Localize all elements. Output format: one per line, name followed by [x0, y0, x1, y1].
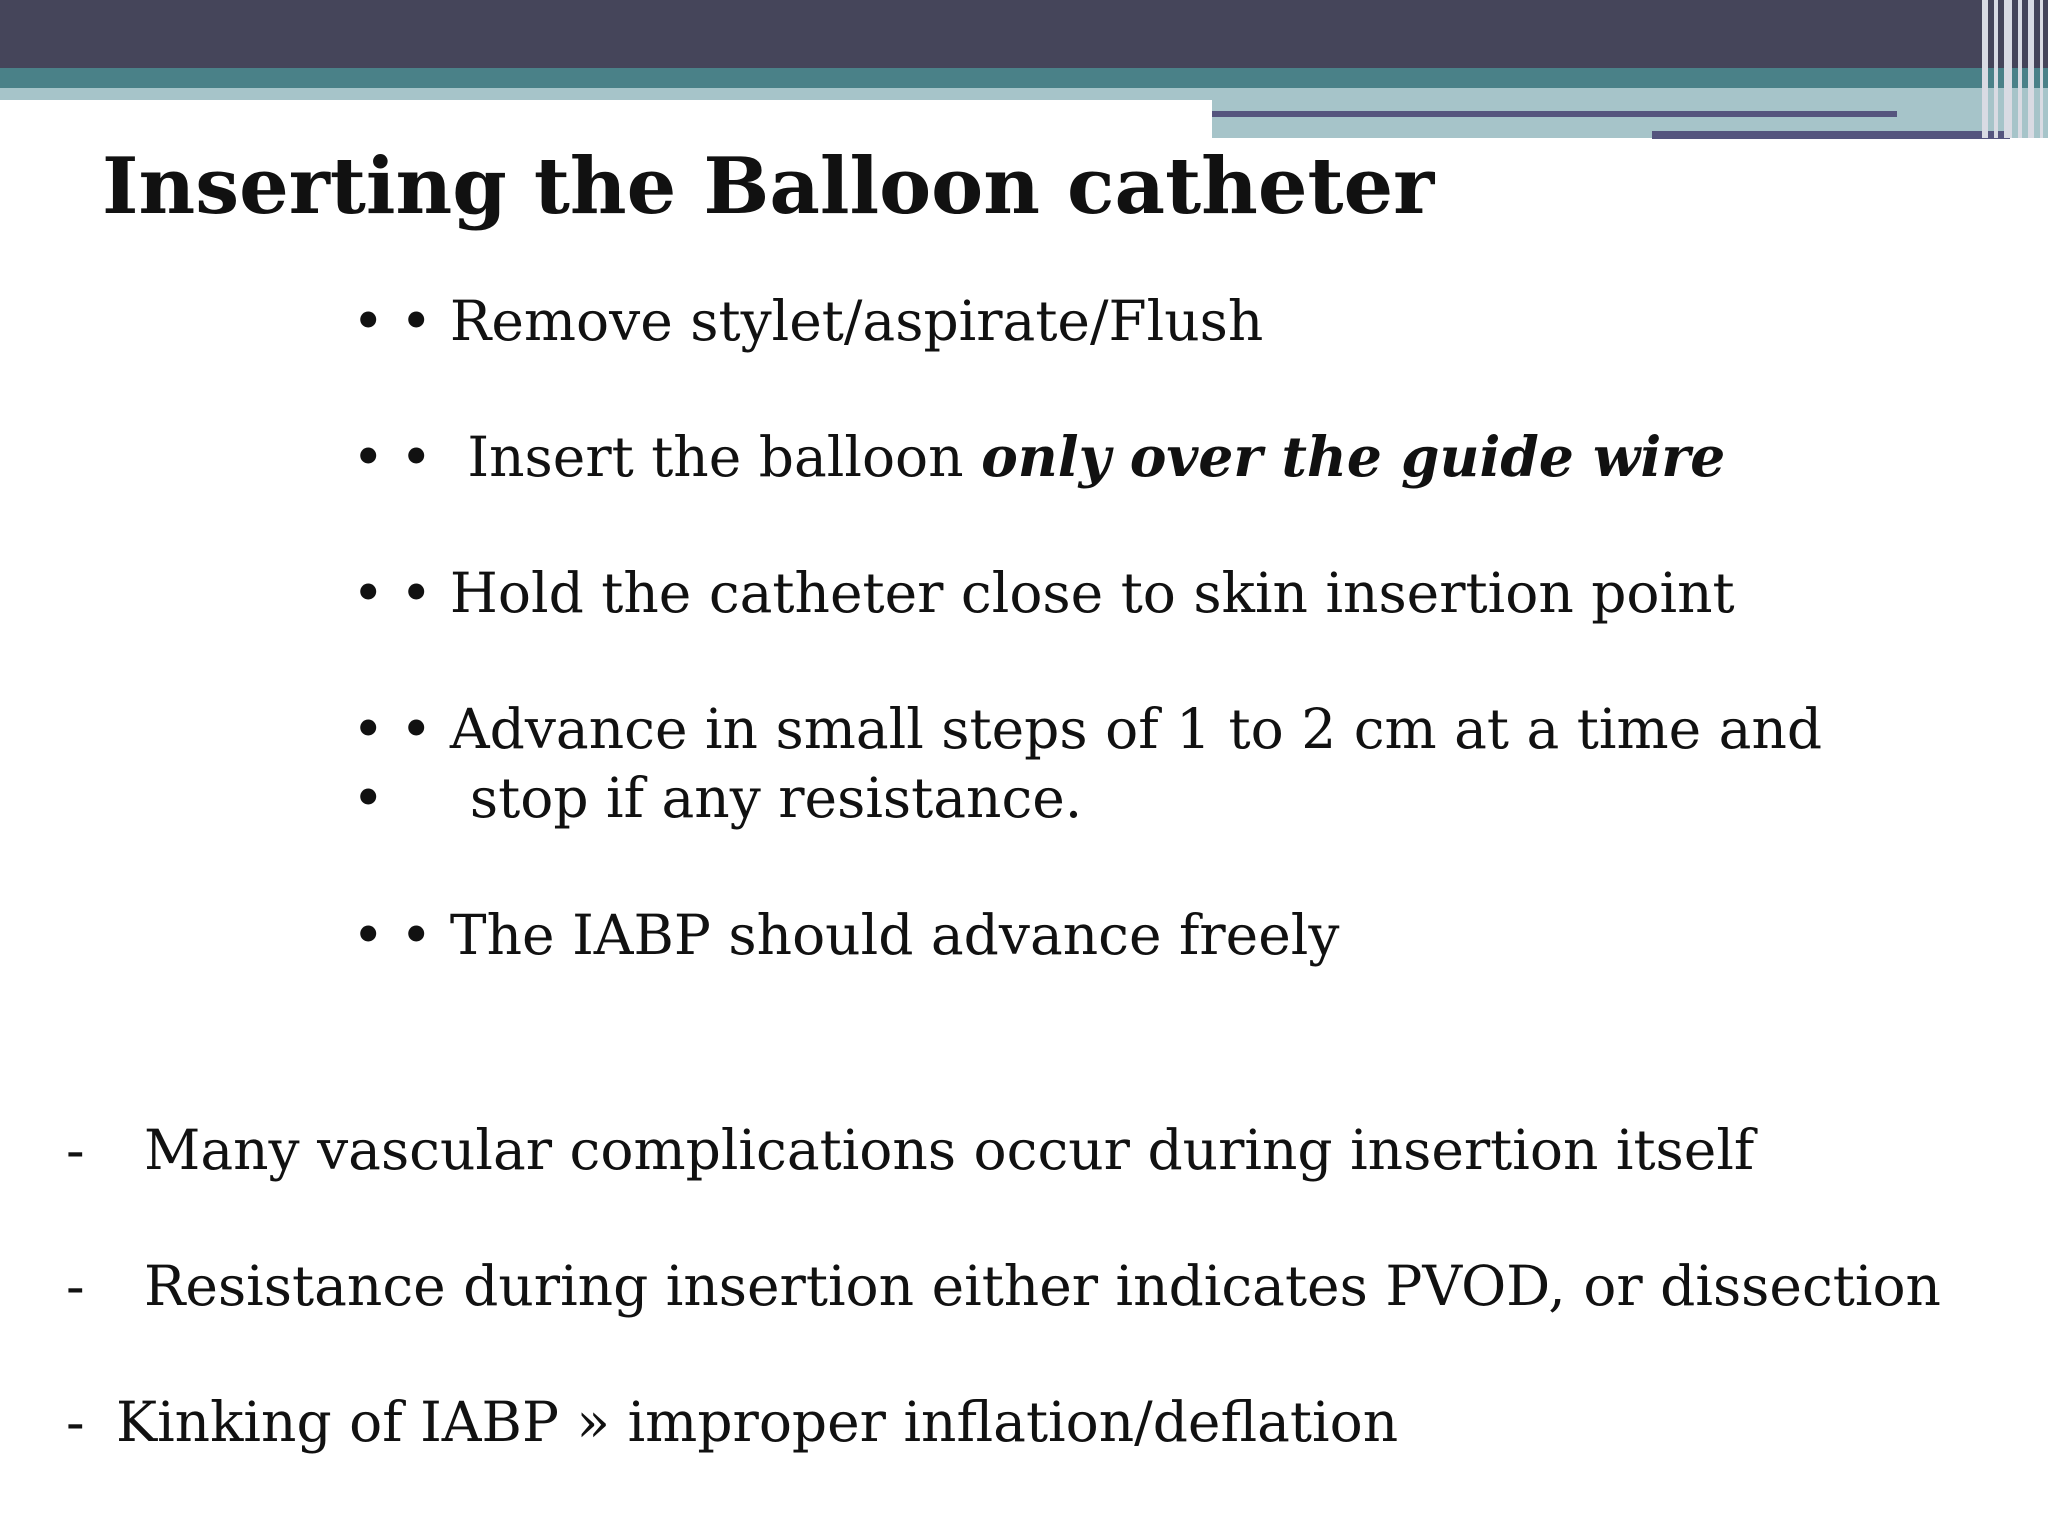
note-item: [66, 1389, 1398, 1455]
note-dash: -: [66, 1118, 85, 1182]
bullet-text: • Advance in small steps of 1 to 2 cm at a time and: [400, 697, 1823, 761]
bullet-marker: •: [352, 766, 385, 830]
note-text: Resistance during insertion either indicates PVOD, or dissection: [144, 1254, 1941, 1318]
bullet-marker: •: [352, 561, 385, 625]
header-banner-dark: [0, 0, 2048, 68]
bullet-item: [352, 424, 1725, 490]
note-dash: -: [66, 1390, 85, 1454]
bullet-item: [352, 765, 1082, 831]
bullet-emphasis: only over the guide wire: [981, 424, 1726, 489]
header-accent-line-short: [1652, 131, 2010, 139]
bullet-text: • Hold the catheter close to skin insertion point: [400, 561, 1735, 625]
bullet-marker: •: [352, 697, 385, 761]
bullet-item: [352, 902, 1339, 968]
bullet-marker: •: [352, 425, 385, 489]
header-accent-line: [1212, 111, 1897, 117]
bullet-text: • Insert the balloon: [400, 425, 982, 489]
note-text: Many vascular complications occur during insertion itself: [144, 1118, 1755, 1182]
header-banner-light-left: [0, 88, 1212, 100]
note-text: Kinking of IABP » improper inflation/deflation: [116, 1390, 1399, 1454]
note-dash: -: [66, 1254, 85, 1318]
header-banner-teal: [0, 68, 2048, 88]
bullet-item: [352, 696, 1822, 762]
bullet-text: stop if any resistance.: [400, 766, 1083, 830]
bullet-item: [352, 288, 1263, 354]
header-stripes: [1982, 0, 2048, 138]
note-item: [66, 1117, 1754, 1183]
bullet-text: • The IABP should advance freely: [400, 903, 1340, 967]
bullet-marker: •: [352, 289, 385, 353]
bullet-marker: •: [352, 903, 385, 967]
bullet-text: • Remove stylet/aspirate/Flush: [400, 289, 1264, 353]
bullet-item: [352, 560, 1735, 626]
slide-title: Inserting the Balloon catheter: [102, 141, 1435, 232]
note-item: [66, 1253, 1941, 1319]
